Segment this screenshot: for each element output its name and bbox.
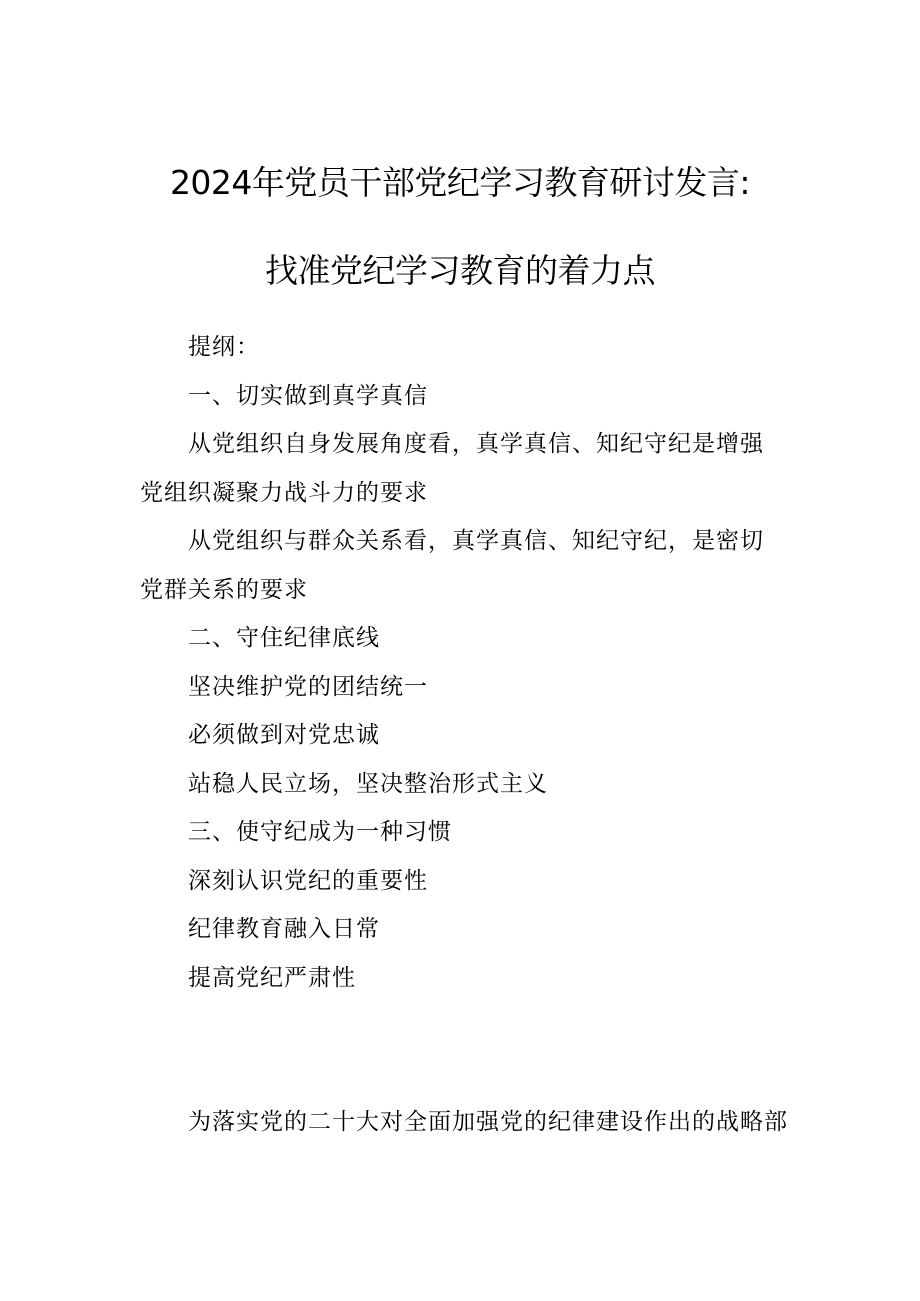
body-paragraph [140,1098,788,1147]
section-heading-1: 一、切实做到真学真信 [188,382,428,409]
outline-label: 提纲： [188,334,260,360]
outline-point: 提高党纪严肃性 [188,964,356,991]
outline-point: 站稳人民立场，坚决整治形式主义 [188,770,548,797]
outline-point: 深刻认识党纪的重要性 [188,867,428,894]
section-heading-3: 三、使守纪成为一种习惯 [188,819,452,845]
document-title-line2: 找准党纪学习教育的着力点 [265,251,655,290]
outline-point: 从党组织与群众关系看，真学真信、知纪守纪，是密切党群关系的要求 [140,528,764,603]
outline-point: 必须做到对党忠诚 [188,722,380,748]
outline-point: 纪律教育融入日常 [188,916,380,942]
outline-point: 从党组织自身发展角度看，真学真信、知纪守纪是增强党组织凝聚力战斗力的要求 [140,431,764,506]
document-title-line1: 2024年党员干部党纪学习教育研讨发言: [169,163,751,202]
body-paragraph-text: 为落实党的二十大对全面加强党的纪律建设作出的战略部 [188,1109,788,1135]
document-outline [140,323,780,1002]
section-heading-2: 二、守住纪律底线 [188,625,380,651]
outline-point: 坚决维护党的团结统一 [188,673,428,700]
